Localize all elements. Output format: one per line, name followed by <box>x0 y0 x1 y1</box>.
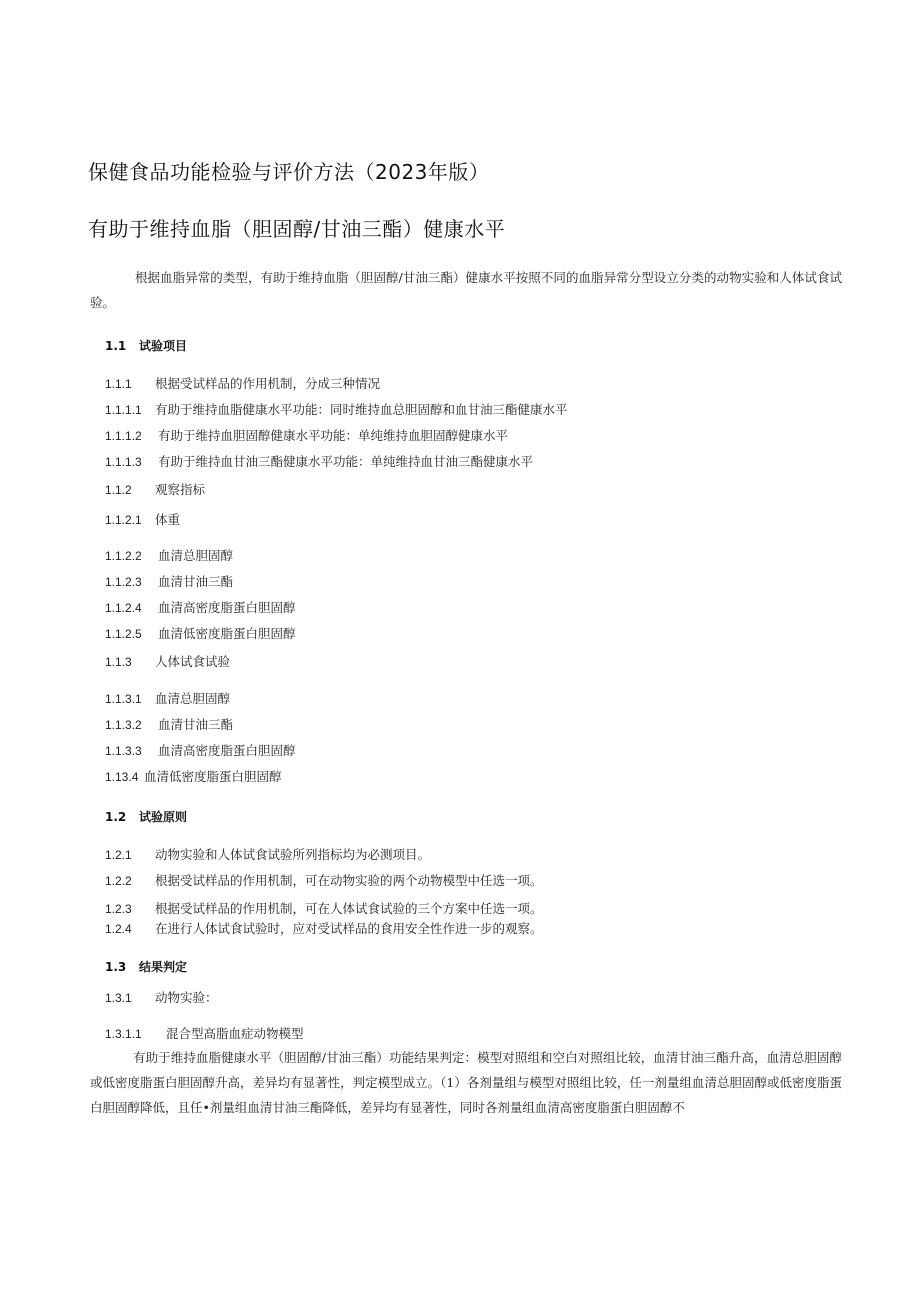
section-number: 1.2 <box>105 810 127 824</box>
list-item <box>105 899 543 917</box>
item-number: 1.1.3.1 <box>105 692 142 706</box>
item-number: 1.13.4 <box>105 770 139 784</box>
list-item <box>105 400 568 418</box>
item-text: 有助于维持血胆固醇健康水平功能：单纯维持血胆固醇健康水平 <box>158 428 509 443</box>
item-text: 人体试食试验 <box>155 654 231 669</box>
list-item <box>105 572 233 590</box>
intro-paragraph: 根据血脂异常的类型，有助于维持血脂（胆固醇/甘油三酯）健康水平按照不同的血脂异常分型设立分类的动物实验和人体试食试验。 <box>90 270 842 310</box>
section-label: 结果判定 <box>139 960 188 974</box>
list-item <box>105 374 380 392</box>
item-number: 1.3.1.1 <box>105 1027 142 1041</box>
item-number: 1.3.1 <box>105 991 132 1005</box>
section-heading-1-2 <box>105 808 187 825</box>
section-heading-1-3 <box>105 958 187 975</box>
list-item <box>105 480 205 498</box>
item-number: 1.1.1.3 <box>105 455 142 469</box>
list-item <box>105 1024 304 1042</box>
list-item <box>105 510 180 528</box>
list-item <box>105 452 533 470</box>
list-item <box>105 871 543 889</box>
item-text: 根据受试样品的作用机制，可在动物实验的两个动物模型中任选一项。 <box>155 873 543 888</box>
item-number: 1.1.2.1 <box>105 513 142 527</box>
item-number: 1.1.1.1 <box>105 403 142 417</box>
item-number: 1.1.3.3 <box>105 744 142 758</box>
item-text: 血清甘油三酯 <box>158 717 234 732</box>
section-number: 1.1 <box>105 339 127 353</box>
item-number: 1.1.1 <box>105 377 132 391</box>
section-number: 1.3 <box>105 960 127 974</box>
item-number: 1.2.1 <box>105 848 132 862</box>
section-label: 试验项目 <box>139 339 188 353</box>
item-text: 有助于维持血甘油三酯健康水平功能：单纯维持血甘油三酯健康水平 <box>158 454 534 469</box>
document-title: 保健食品功能检验与评价方法（2023年版） <box>88 160 490 184</box>
list-item <box>105 624 296 642</box>
item-number: 1.2.2 <box>105 874 132 888</box>
list-item <box>105 767 282 785</box>
item-text: 血清总胆固醇 <box>155 691 231 706</box>
item-number: 1.1.2.2 <box>105 549 142 563</box>
item-number: 1.1.2.4 <box>105 601 142 615</box>
item-text: 血清甘油三酯 <box>158 574 234 589</box>
item-text: 体重 <box>155 512 181 527</box>
section-label: 试验原则 <box>139 810 188 824</box>
item-text: 动物实验和人体试食试验所列指标均为必测项目。 <box>155 847 431 862</box>
item-text: 血清低密度脂蛋白胆固醇 <box>158 626 296 641</box>
list-item <box>105 652 230 670</box>
item-text: 血清低密度脂蛋白胆固醇 <box>144 769 282 784</box>
item-text: 血清高密度脂蛋白胆固醇 <box>158 600 296 615</box>
item-text: 在进行人体试食试验时，应对受试样品的食用安全性作进一步的观察。 <box>155 921 543 936</box>
document-subtitle: 有助于维持血脂（胆固醇/甘油三酯）健康水平 <box>88 217 506 241</box>
list-item <box>105 988 218 1006</box>
item-text: 根据受试样品的作用机制，可在人体试食试验的三个方案中任选一项。 <box>155 901 543 916</box>
item-text: 血清高密度脂蛋白胆固醇 <box>158 743 296 758</box>
item-number: 1.1.3.2 <box>105 718 142 732</box>
item-text: 混合型高脂血症动物模型 <box>166 1026 304 1041</box>
list-item <box>105 426 508 444</box>
item-text: 血清总胆固醇 <box>158 548 234 563</box>
item-text: 观察指标 <box>155 482 206 497</box>
item-number: 1.1.2.5 <box>105 627 142 641</box>
item-number: 1.1.2 <box>105 483 132 497</box>
item-number: 1.2.3 <box>105 902 132 916</box>
list-item <box>105 919 543 937</box>
list-item <box>105 845 430 863</box>
result-paragraph: 有助于维持血脂健康水平（胆固醇/甘油三酯）功能结果判定：模型对照组和空白对照组比较，血清甘油三酯升高，血清总胆固醇或低密度脂蛋白胆固醇升高，差异均有显著性，判定模型成立。（1）各剂量组与模型对照组比较，任一剂量组血清总胆固醇或低密度脂蛋白胆固醇降低，且任•剂量组血清甘油三酯降低，差异均有显著性，同时各剂量组血清高密度脂蛋白胆固醇不 <box>90 1050 842 1115</box>
item-text: 动物实验： <box>155 990 218 1005</box>
section-heading-1-1 <box>105 337 187 354</box>
list-item <box>105 715 233 733</box>
item-text: 根据受试样品的作用机制，分成三种情况 <box>155 376 381 391</box>
item-text: 有助于维持血脂健康水平功能：同时维持血总胆固醇和血甘油三酯健康水平 <box>155 402 568 417</box>
item-number: 1.1.3 <box>105 655 132 669</box>
item-number: 1.1.1.2 <box>105 429 142 443</box>
list-item <box>105 598 296 616</box>
item-number: 1.1.2.3 <box>105 575 142 589</box>
list-item <box>105 741 296 759</box>
item-number: 1.2.4 <box>105 922 132 936</box>
list-item <box>105 546 233 564</box>
list-item <box>105 689 230 707</box>
